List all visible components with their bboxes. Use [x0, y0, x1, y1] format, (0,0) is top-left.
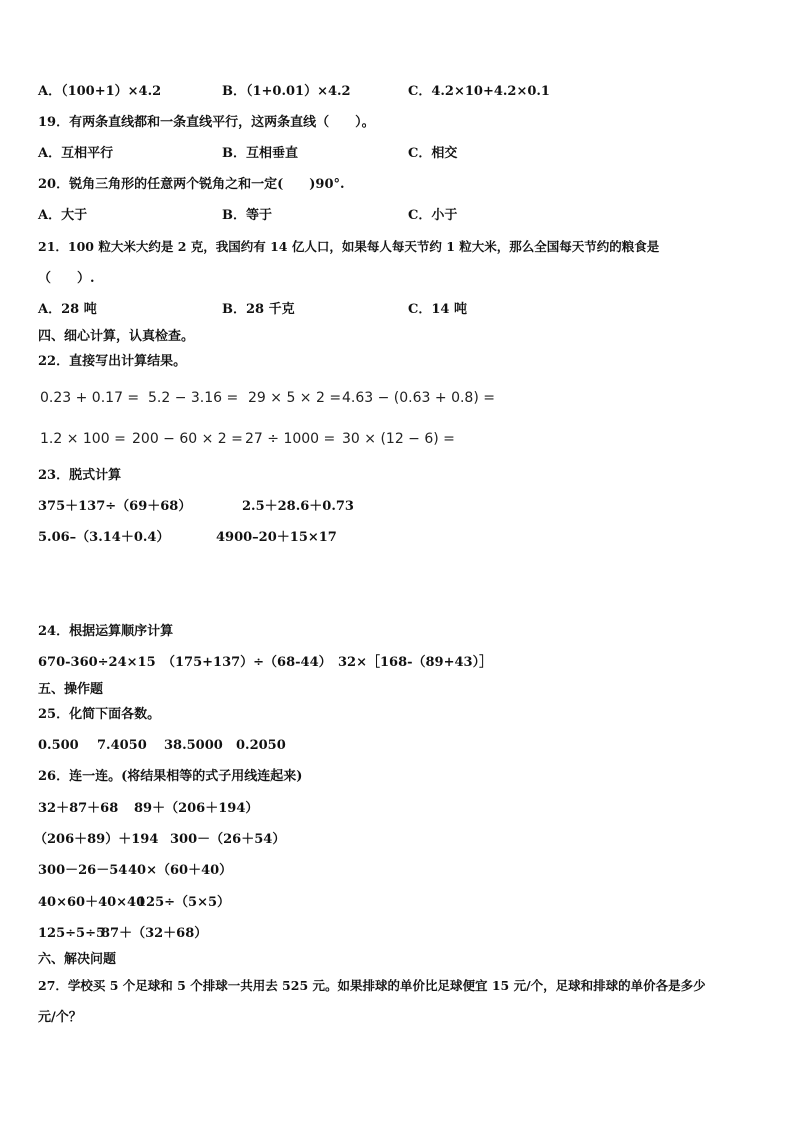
q24-item-3: 32×［168-（89+43）］: [338, 655, 493, 670]
q26-right-5: 87＋（32＋68）: [101, 926, 208, 941]
q18-option-a: A．（100+1）×4.2: [38, 84, 162, 99]
q22-expr-4: 4.63 − (0.63 + 0.8) =: [342, 390, 495, 406]
q25-item-3: 38.5000: [164, 738, 223, 753]
q21-option-a: A．28 吨: [38, 302, 97, 317]
q23-item-3: 5.06–（3.14＋0.4）: [38, 530, 170, 545]
q24-item-1: 670-360÷24×15: [38, 655, 156, 670]
q19-option-a: A．互相平行: [38, 146, 114, 161]
q22-expr-7: 27 ÷ 1000 =: [245, 431, 336, 447]
q18-option-b: B．（1+0.01）×4.2: [222, 84, 351, 99]
q23-item-2: 2.5＋28.6＋0.73: [242, 499, 354, 514]
q22-expr-3: 29 × 5 × 2 =: [248, 390, 342, 406]
q20-stem: 20．锐角三角形的任意两个锐角之和一定( )90°.: [38, 177, 345, 192]
q25-item-1: 0.500: [38, 738, 79, 753]
q25-item-4: 0.2050: [236, 738, 286, 753]
q19-option-b: B．互相垂直: [222, 146, 298, 161]
q21-stem-line1: 21．100 粒大米大约是 2 克，我国约有 14 亿人口，如果每人每天节约 1 粒大米，那么全国每天节约的粮食是: [38, 239, 660, 254]
q24-item-2: （175+137）÷（68-44）: [162, 655, 332, 670]
q23-item-4: 4900–20＋15×17: [216, 530, 337, 545]
section-6-heading: 六、解决问题: [38, 952, 117, 967]
section-4-heading: 四、细心计算，认真检查。: [38, 329, 195, 344]
q26-left-5: 125÷5÷5: [38, 926, 106, 941]
q23-stem: 23．脱式计算: [38, 468, 122, 483]
q26-left-4: 40×60＋40×40: [38, 895, 146, 910]
q26-right-2: 300－（26＋54）: [170, 832, 286, 847]
q18-option-c: C．4.2×10+4.2×0.1: [408, 84, 550, 99]
q25-item-2: 7.4050: [97, 738, 147, 753]
q20-option-b: B．等于: [222, 208, 272, 223]
q21-stem-line2: （ ）.: [38, 271, 95, 286]
q20-option-c: C．小于: [408, 208, 458, 223]
q22-expr-5: 1.2 × 100 =: [40, 431, 126, 447]
q26-stem: 26．连一连。(将结果相等的式子用线连起来): [38, 769, 303, 784]
q22-expr-1: 0.23 + 0.17 =: [40, 390, 140, 406]
q22-expr-8: 30 × (12 − 6) =: [342, 431, 455, 447]
q22-expr-2: 5.2 − 3.16 =: [148, 390, 239, 406]
q19-stem: 19．有两条直线都和一条直线平行，这两条直线（ ）。: [38, 115, 375, 130]
q26-right-4: 125÷（5×5）: [137, 895, 231, 910]
q25-stem: 25．化简下面各数。: [38, 707, 161, 722]
q27-stem-line1: 27．学校买 5 个足球和 5 个排球一共用去 525 元。如果排球的单价比足球便宜 15 元/个，足球和排球的单价各是多少: [38, 978, 706, 993]
q21-option-b: B．28 千克: [222, 302, 295, 317]
q26-left-3: 300－26－54: [38, 863, 128, 878]
q22-expr-6: 200 − 60 × 2 =: [132, 431, 243, 447]
q23-item-1: 375＋137÷（69＋68）: [38, 499, 192, 514]
q19-option-c: C．相交: [408, 146, 458, 161]
q26-right-1: 89＋（206＋194）: [134, 801, 259, 816]
q22-stem: 22．直接写出计算结果。: [38, 354, 187, 369]
q27-stem-line2: 元/个？: [38, 1010, 82, 1025]
q26-left-1: 32＋87＋68: [38, 801, 119, 816]
q21-option-c: C．14 吨: [408, 302, 467, 317]
q20-option-a: A．大于: [38, 208, 88, 223]
q26-right-3: 40×（60＋40）: [128, 863, 233, 878]
section-5-heading: 五、操作题: [38, 682, 104, 697]
q24-stem: 24．根据运算顺序计算: [38, 624, 174, 639]
q26-left-2: （206＋89）＋194: [34, 832, 159, 847]
